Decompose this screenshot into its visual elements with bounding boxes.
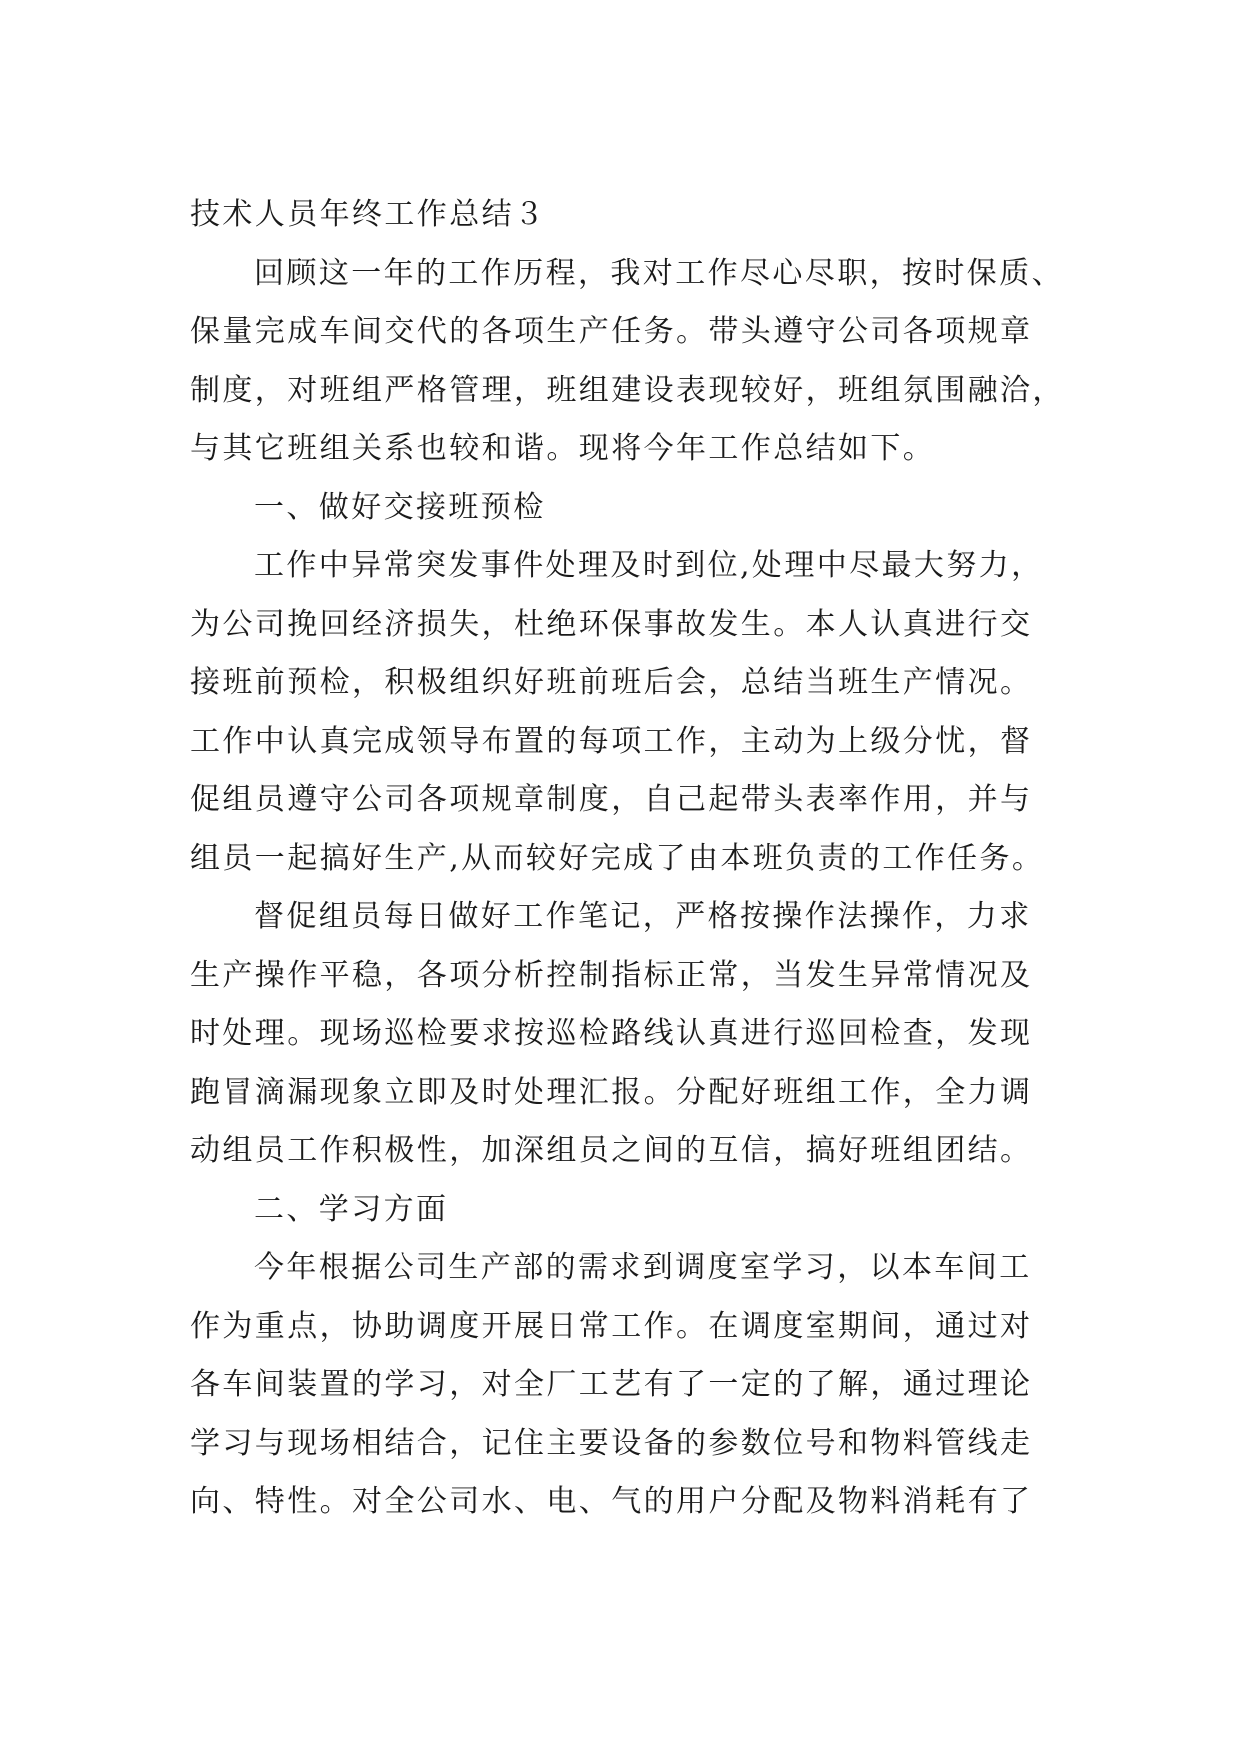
text-line: 时处理。现场巡检要求按巡检路线认真进行巡回检查，发现 [190,1016,1033,1051]
text-line: 跑冒滴漏现象立即及时处理汇报。分配好班组工作，全力调 [190,1074,1033,1110]
document-title: 技术人员年终工作总结３ [190,197,547,232]
text-line: 促组员遵守公司各项规章制度，自己起带头表率作用，并与 [190,782,1033,817]
text-line: 保量完成车间交代的各项生产任务。带头遵守公司各项规章 [190,314,1033,349]
text-line: 督促组员每日做好工作笔记，严格按操作法操作，力求 [254,899,1032,934]
text-line: 作为重点，协助调度开展日常工作。在调度室期间，通过对 [190,1308,1033,1344]
text-line: 学习与现场相结合，记住主要设备的参数位号和物料管线走 [190,1425,1033,1461]
text-line: 动组员工作积极性，加深组员之间的互信，搞好班组团结。 [190,1133,1033,1168]
text-line: 组员一起搞好生产,从而较好完成了由本班负责的工作任务。 [190,840,1045,876]
text-line: 为公司挽回经济损失，杜绝环保事故发生。本人认真进行交 [190,606,1033,642]
text-line: 工作中异常突发事件处理及时到位,处理中尽最大努力， [254,548,1044,583]
text-line: 回顾这一年的工作历程，我对工作尽心尽职，按时保质、 [254,255,1064,291]
document-body [190,186,1070,1532]
text-line: 一、做好交接班预检 [254,489,546,525]
text-line: 今年根据公司生产部的需求到调度室学习，以本车间工 [254,1250,1032,1285]
text-line: 各车间装置的学习，对全厂工艺有了一定的了解，通过理论 [190,1367,1033,1402]
text-line: 制度，对班组严格管理，班组建设表现较好，班组氛围融洽， [190,372,1065,408]
text-line: 与其它班组关系也较和谐。现将今年工作总结如下。 [190,431,936,466]
text-line: 二、学习方面 [254,1191,449,1227]
text-line: 生产操作平稳，各项分析控制指标正常，当发生异常情况及 [190,957,1033,993]
text-line: 向、特性。对全公司水、电、气的用户分配及物料消耗有了 [190,1484,1033,1519]
text-line: 接班前预检，积极组织好班前班后会，总结当班生产情况。 [190,665,1033,700]
text-line: 工作中认真完成领导布置的每项工作，主动为上级分忧，督 [190,723,1033,759]
